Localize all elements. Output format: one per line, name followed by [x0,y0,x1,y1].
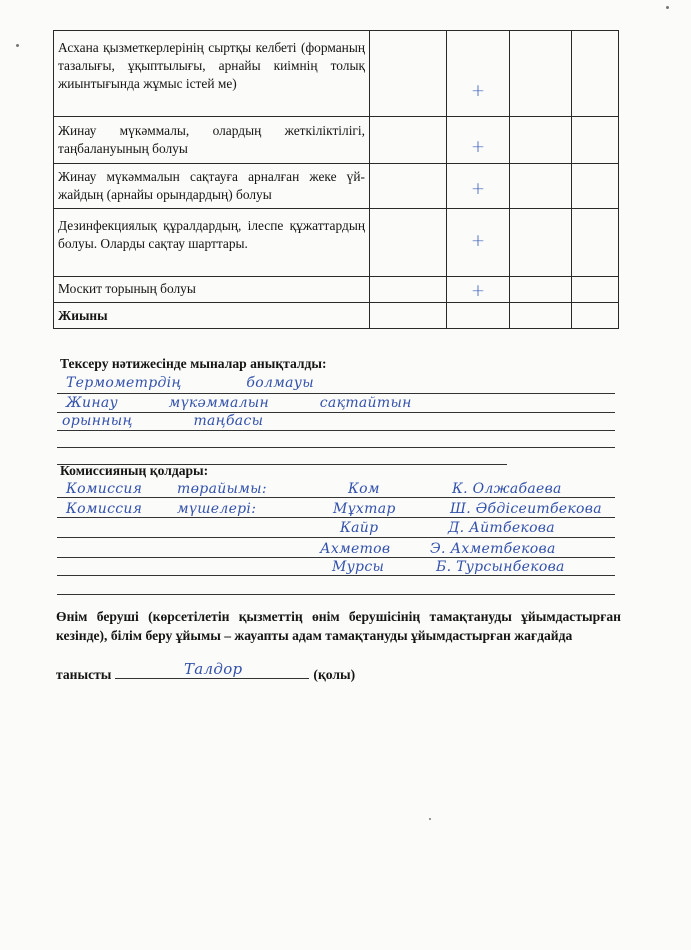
table-row [54,31,619,117]
mark-cell [447,277,510,303]
criterion-cell: Дезинфекциялық құралдардың, ілеспе құжаттардың болуы. Оларды сақтау шарттары. [54,209,370,277]
empty-cell [510,277,572,303]
handwritten-signature: Ахметов [320,541,391,557]
ruled-line [57,594,615,595]
empty-cell [510,117,572,164]
criterion-cell: Жинау мүкәммалы, олардың жеткіліктілігі, таңбалануының болуы [54,117,370,164]
empty-cell [370,117,447,164]
table-row [54,209,619,277]
ruled-line [57,497,615,498]
handwritten-role: Комиссия төрайымы: [66,481,267,497]
handwritten-finding: орынның таңбасы [62,413,264,429]
empty-cell [370,277,447,303]
empty-cell [447,303,510,329]
plus-mark: + [470,179,486,199]
empty-cell [572,164,619,209]
producer-signature: Талдор [184,660,243,678]
total-label: Жиыны [54,303,370,329]
mark-cell [447,31,510,117]
plus-mark: + [470,137,486,157]
scan-speck [666,6,669,9]
empty-cell [370,164,447,209]
empty-cell [572,117,619,164]
empty-cell [510,164,572,209]
scan-speck [16,44,19,47]
empty-cell [370,209,447,277]
mark-cell [447,164,510,209]
sign-caption: (қолы) [313,667,356,682]
plus-mark: + [470,281,486,301]
plus-mark: + [470,81,486,101]
ruled-line [57,537,615,538]
scan-speck [429,818,431,820]
plus-mark: + [470,231,486,251]
ruled-line [57,557,615,558]
empty-cell [370,303,447,329]
empty-cell [572,209,619,277]
handwritten-signature: Ком [348,481,380,497]
empty-cell [572,303,619,329]
ruled-line [57,447,615,448]
handwritten-finding: Жинау мүкәммалын сақтайтын [66,395,412,411]
handwritten-signature: Кайр [340,520,379,536]
handwritten-signature: Мұхтар [333,501,396,517]
empty-cell [572,31,619,117]
empty-cell [510,209,572,277]
ruled-line [57,393,615,394]
table-row [54,164,619,209]
signatures-heading: Комиссияның қолдары: [60,463,209,478]
familiar-label: танысты [56,667,112,682]
inspection-table [53,30,619,329]
producer-paragraph: Өнім беруші (көрсетілетін қызметтің өнім берушісінің тамақтануды ұйымдастырған кезінде), білім беру ұйымы – жауапты адам тамақтануды ұйымдастырған жағдайда [56,609,621,643]
criterion-cell: Жинау мүкәммалын сақтауға арналған жеке үй-жайдың (арнайы орындардың) болуы [54,164,370,209]
handwritten-name: Ш. Әбдісеитбекова [450,501,602,517]
handwritten-name: К. Олжабаева [452,481,562,497]
ruled-line [57,430,615,431]
handwritten-signature: Мурсы [332,559,385,575]
handwritten-name: Б. Турсынбекова [436,559,565,575]
total-row [54,303,619,329]
handwritten-name: Д. Айтбекова [448,520,555,536]
findings-heading: Тексеру нәтижесінде мыналар анықталды: [60,356,327,371]
handwritten-finding: Термометрдің болмауы [66,375,314,391]
ruled-line [57,517,615,518]
empty-cell [510,303,572,329]
handwritten-role: Комиссия мүшелері: [66,501,257,517]
empty-cell [510,31,572,117]
table-row [54,277,619,303]
criterion-cell: Асхана қызметкерлерінің сыртқы келбеті (форманың тазалығы, ұқыптылығы, арнайы киімнің толық жиынтығында жұмыс істей ме) [54,31,370,117]
handwritten-name: Э. Ахметбекова [430,541,556,557]
table-row [54,117,619,164]
criterion-cell: Москит торының болуы [54,277,370,303]
ruled-line [57,575,615,576]
mark-cell [447,209,510,277]
empty-cell [572,277,619,303]
empty-cell [370,31,447,117]
mark-cell [447,117,510,164]
